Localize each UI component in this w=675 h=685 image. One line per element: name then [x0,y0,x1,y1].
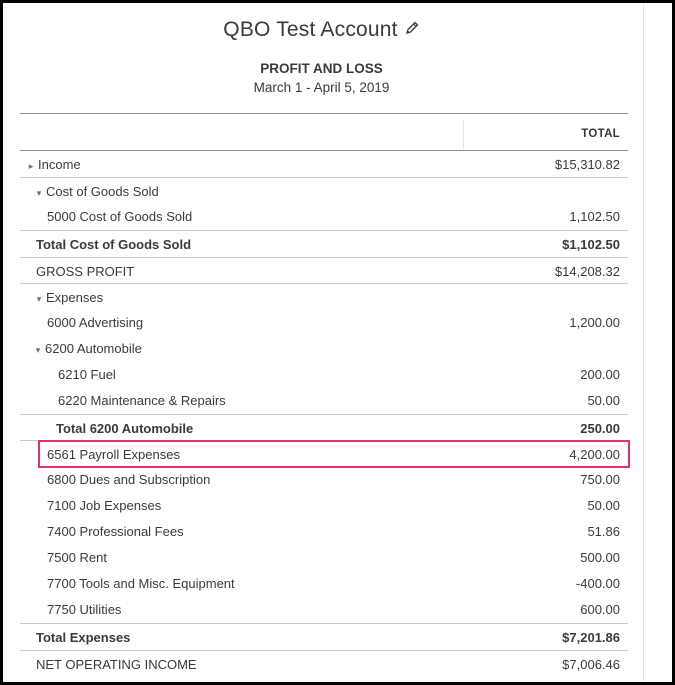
row-amount[interactable]: $7,201.86 [562,629,620,645]
scroll-edge [643,3,644,682]
row-total-cost-of-goods-sold[interactable] [20,230,628,257]
row-amount[interactable]: 1,102.50 [569,208,620,224]
row-amount[interactable]: -400.00 [575,575,620,591]
caret-down-icon[interactable]: ▾ [35,344,41,355]
row-amount[interactable]: $1,102.50 [562,236,620,252]
company-name: QBO Test Account [223,18,398,41]
caret-down-icon[interactable]: ▾ [36,293,42,304]
row-6220-maintenance-repairs[interactable] [20,387,628,413]
row-amount[interactable]: 50.00 [587,497,620,513]
row-label: 6210 Fuel [58,366,116,382]
row-amount[interactable]: 4,200.00 [569,446,620,462]
company-header [0,18,643,42]
row-7100-job-expenses[interactable] [20,492,628,518]
row-6210-fuel[interactable] [20,361,628,387]
row-7400-professional-fees[interactable] [20,518,628,544]
row-label: Income [38,156,81,172]
row-label: 6000 Advertising [47,314,144,330]
caret-right-icon[interactable]: ▸ [28,160,34,171]
row-label: 7750 Utilities [47,601,122,617]
row-net-operating-income[interactable] [20,650,628,677]
row-6200-automobile[interactable] [20,335,628,361]
row-amount[interactable]: $15,310.82 [554,156,620,172]
row-amount[interactable]: 51.86 [587,523,620,539]
row-label: Total Expenses [36,629,131,645]
pencil-icon[interactable] [404,18,420,42]
row-amount[interactable]: 250.00 [580,420,620,436]
column-divider [463,121,464,149]
row-cost-of-goods-sold[interactable] [20,177,628,204]
row-7700-tools-misc-equipment[interactable] [20,570,628,596]
row-label: 6561 Payroll Expenses [47,446,180,462]
row-label: Cost of Goods Sold [46,183,159,199]
row-amount[interactable]: 200.00 [580,366,620,382]
row-label: GROSS PROFIT [36,263,135,279]
caret-down-icon[interactable]: ▾ [36,187,42,198]
row-label: NET OPERATING INCOME [36,656,197,672]
row-label: 6800 Dues and Subscription [47,471,211,487]
row-amount[interactable]: 50.00 [587,392,620,408]
row-7750-utilities[interactable] [20,596,628,622]
row-amount[interactable]: 600.00 [580,601,620,617]
row-7500-rent[interactable] [20,544,628,570]
row-label: 6220 Maintenance & Repairs [58,392,226,408]
row-label: 7100 Job Expenses [47,497,162,513]
row-6000-advertising[interactable] [20,309,628,335]
row-amount[interactable]: $14,208.32 [554,263,620,279]
report-title: PROFIT AND LOSS [260,61,383,76]
top-divider [20,113,628,114]
row-amount[interactable]: 750.00 [580,471,620,487]
row-label: 5000 Cost of Goods Sold [47,208,193,224]
row-5000-cost-of-goods-sold[interactable] [20,203,628,229]
report-date-range: March 1 - April 5, 2019 [253,80,390,95]
row-6800-dues-subscription[interactable] [20,466,628,492]
row-label: 7700 Tools and Misc. Equipment [47,575,235,591]
row-label: 7500 Rent [47,549,107,565]
row-amount[interactable]: 1,200.00 [569,314,620,330]
row-gross-profit[interactable] [20,257,628,284]
row-amount[interactable]: $7,006.46 [562,656,620,672]
row-total-expenses[interactable] [20,623,628,650]
row-total-6200-automobile[interactable] [20,414,628,441]
row-label: 7400 Professional Fees [47,523,184,539]
row-label: Expenses [46,289,104,305]
row-amount[interactable]: 500.00 [580,549,620,565]
row-income[interactable] [20,151,628,177]
row-6561-payroll-expenses[interactable] [20,440,628,467]
row-expenses[interactable] [20,283,628,310]
column-header-total[interactable]: TOTAL [581,128,620,140]
row-label: Total Cost of Goods Sold [36,236,192,252]
row-label: Total 6200 Automobile [56,420,194,436]
row-label: 6200 Automobile [45,340,142,356]
